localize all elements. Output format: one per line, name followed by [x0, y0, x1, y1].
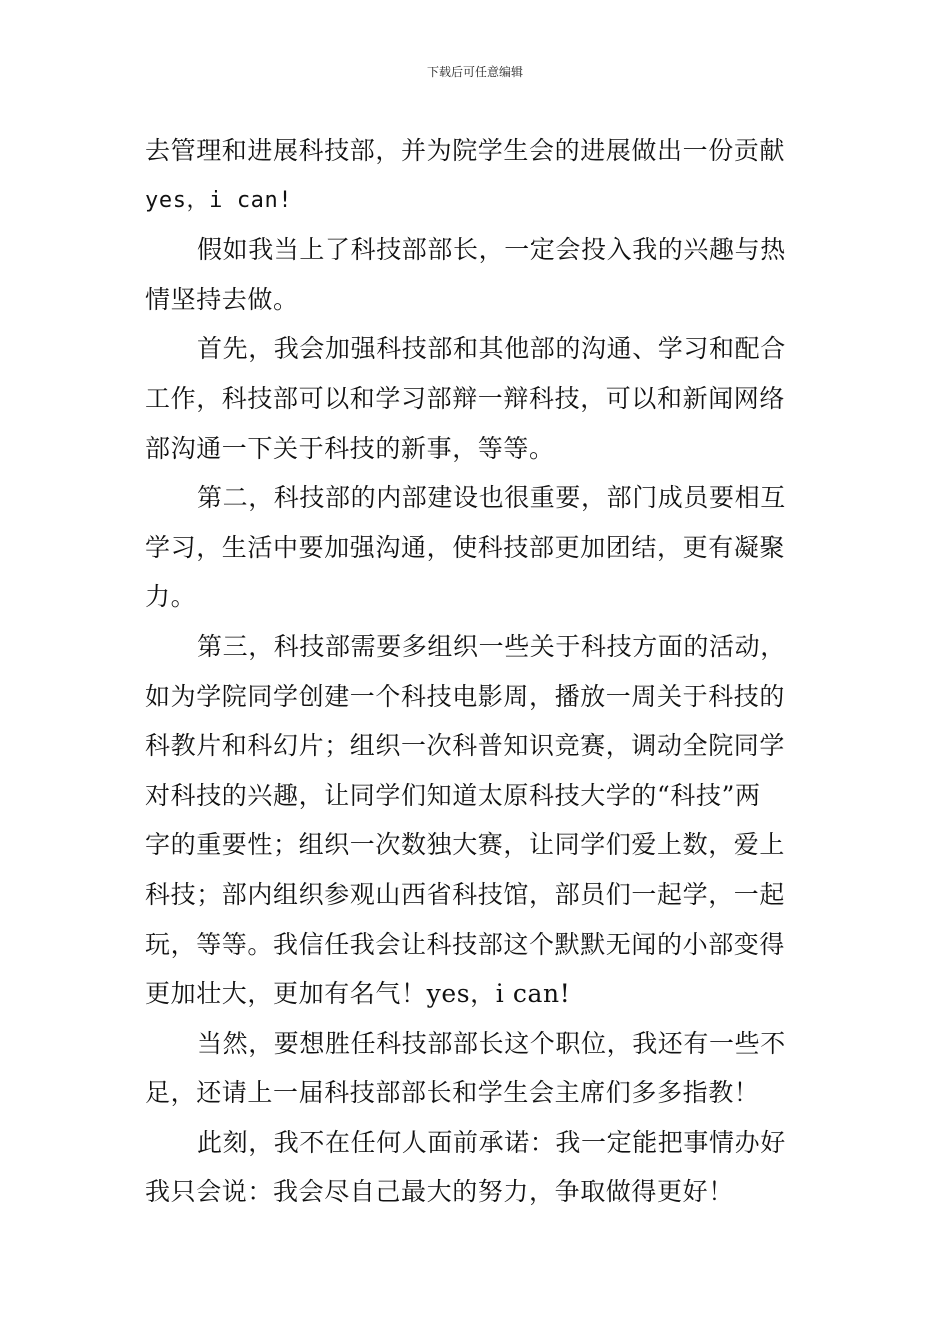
text-line: 对科技的兴趣，让同学们知道太原科技大学的“科技”两: [145, 780, 761, 810]
paragraph-first-line: 此刻，我不在任何人面前承诺：我一定能把事情办好: [197, 1127, 786, 1157]
text-line: yes，i can!: [145, 187, 293, 213]
paragraph-first-line: 假如我当上了科技部部长，一定会投入我的兴趣与热: [197, 235, 786, 265]
page-header-note: 下载后可任意编辑: [426, 65, 523, 79]
document-body: [145, 126, 810, 1217]
text-line: 情坚持去做。: [145, 284, 299, 314]
paragraph-first-line: 第二，科技部的内部建设也很重要，部门成员要相互: [197, 483, 786, 513]
text-line: 去管理和进展科技部，并为院学生会的进展做出一份贡献: [145, 136, 786, 165]
text-line: 科技；部内组织参观山西省科技馆，部员们一起学，一起: [145, 879, 786, 909]
paragraph-first-line: 首先，我会加强科技部和其他部的沟通、学习和配合: [197, 334, 786, 364]
text-line: 如为学院同学创建一个科技电影周，播放一周关于科技的: [145, 681, 786, 711]
text-line: 科教片和科幻片；组织一次科普知识竞赛，调动全院同学: [145, 731, 786, 761]
text-line: 我只会说：我会尽自己最大的努力，争取做得更好！: [145, 1177, 734, 1207]
text-line: 工作，科技部可以和学习部辩一辩科技，可以和新闻网络: [145, 383, 786, 413]
paragraph-first-line: 当然，要想胜任科技部部长这个职位，我还有一些不: [197, 1028, 786, 1058]
text-line: 玩，等等。我信任我会让科技部这个默默无闻的小部变得: [145, 929, 786, 959]
text-line: 部沟通一下关于科技的新事，等等。: [145, 433, 555, 463]
text-line: 学习，生活中要加强沟通，使科技部更加团结，更有凝聚: [145, 532, 786, 562]
text-line: 字的重要性；组织一次数独大赛，让同学们爱上数，爱上: [145, 830, 786, 860]
text-line: 足，还请上一届科技部部长和学生会主席们多多指教！: [145, 1078, 760, 1108]
text-line: 力。: [145, 582, 197, 612]
paragraph-first-line: 第三，科技部需要多组织一些关于科技方面的活动，: [197, 631, 786, 661]
text-line: 更加壮大，更加有名气！yes，i can!: [145, 979, 571, 1009]
